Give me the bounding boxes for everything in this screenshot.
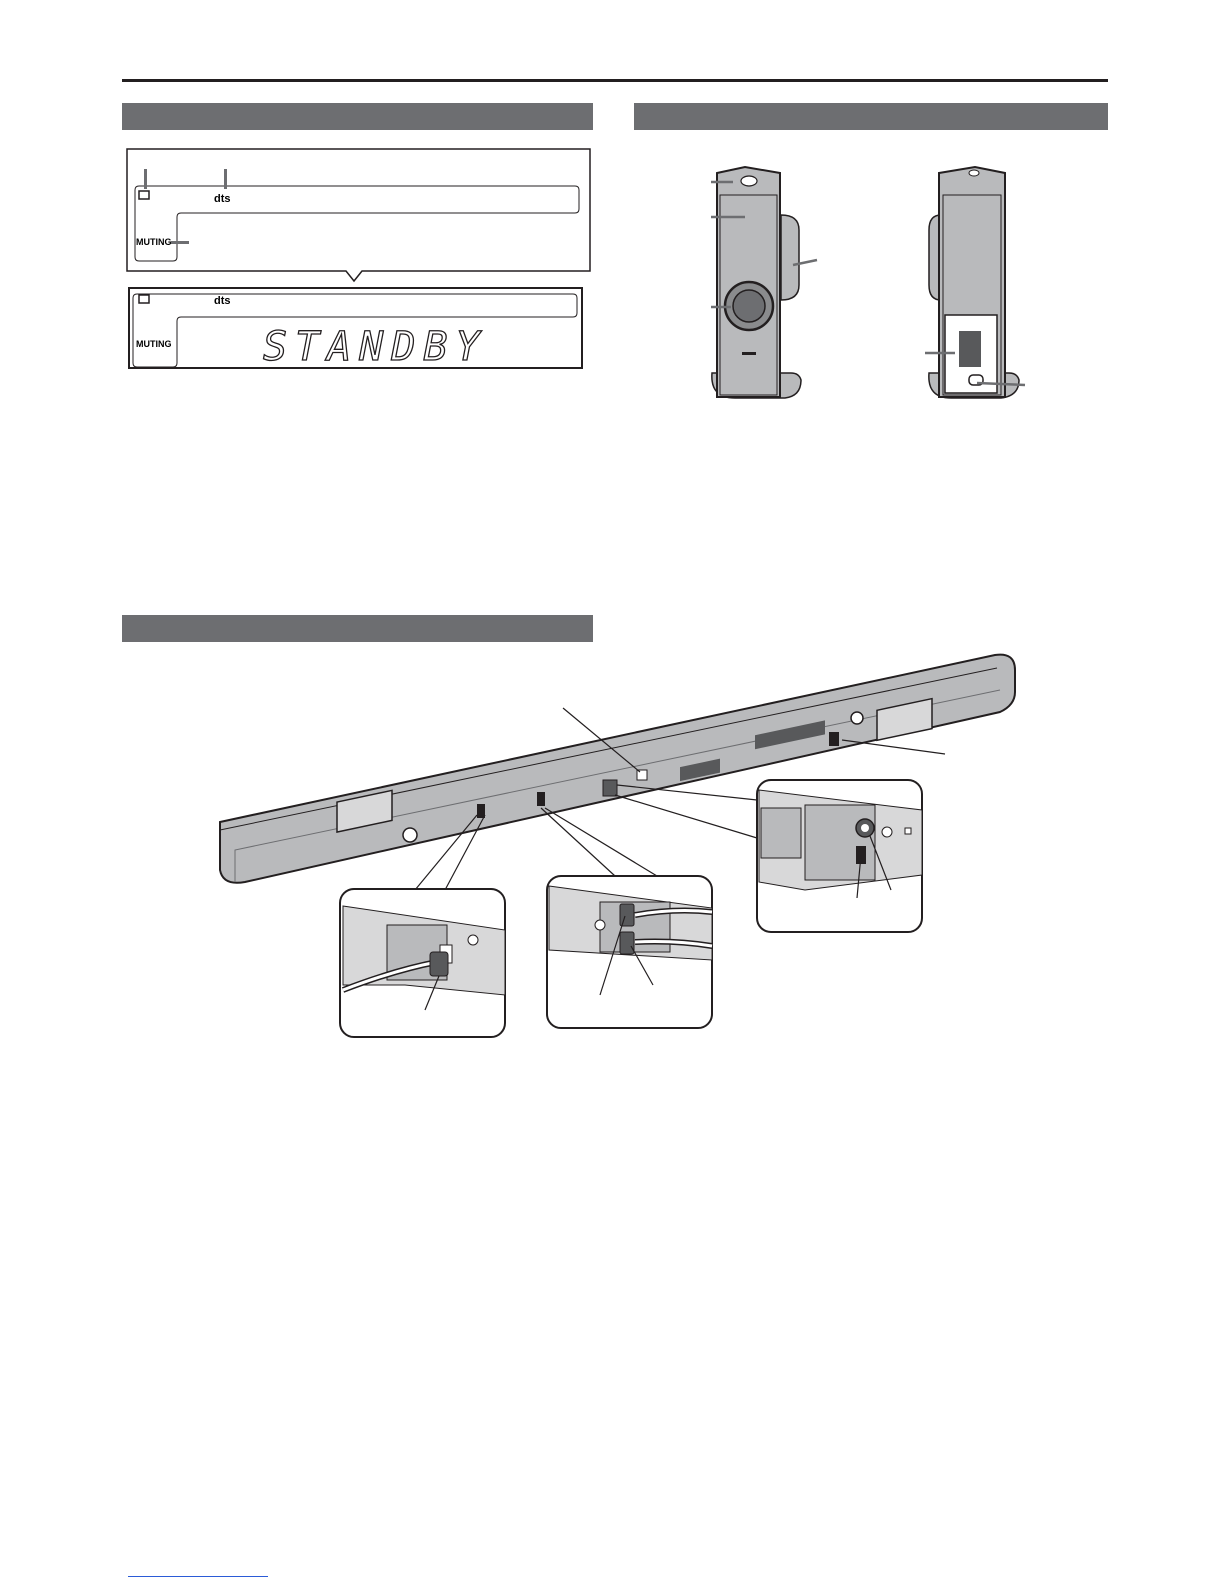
muting-indicator-lcd: MUTING [136, 339, 172, 349]
speaker-section-header [122, 615, 593, 642]
detail-right [757, 780, 922, 932]
dts-indicator: dts [214, 193, 231, 205]
muting-indicator: MUTING [136, 237, 172, 247]
detail-middle [547, 876, 712, 1028]
subwoofer-section-header [634, 103, 1108, 130]
detail-left [340, 889, 505, 1037]
brand-mark [742, 352, 756, 355]
dts-indicator-lcd: dts [214, 295, 231, 307]
lcd-message: STANDBY [263, 324, 488, 370]
display-diagram [125, 145, 595, 375]
speaker-bar-diagram [215, 650, 1015, 1050]
vent-grille [959, 331, 981, 367]
display-section-header [122, 103, 593, 130]
subwoofer-rear-view [925, 165, 1045, 405]
subwoofer-front-view [705, 165, 835, 405]
power-button-icon [741, 176, 757, 186]
top-rule [122, 79, 1108, 82]
bottom-link-underline [128, 1576, 268, 1577]
